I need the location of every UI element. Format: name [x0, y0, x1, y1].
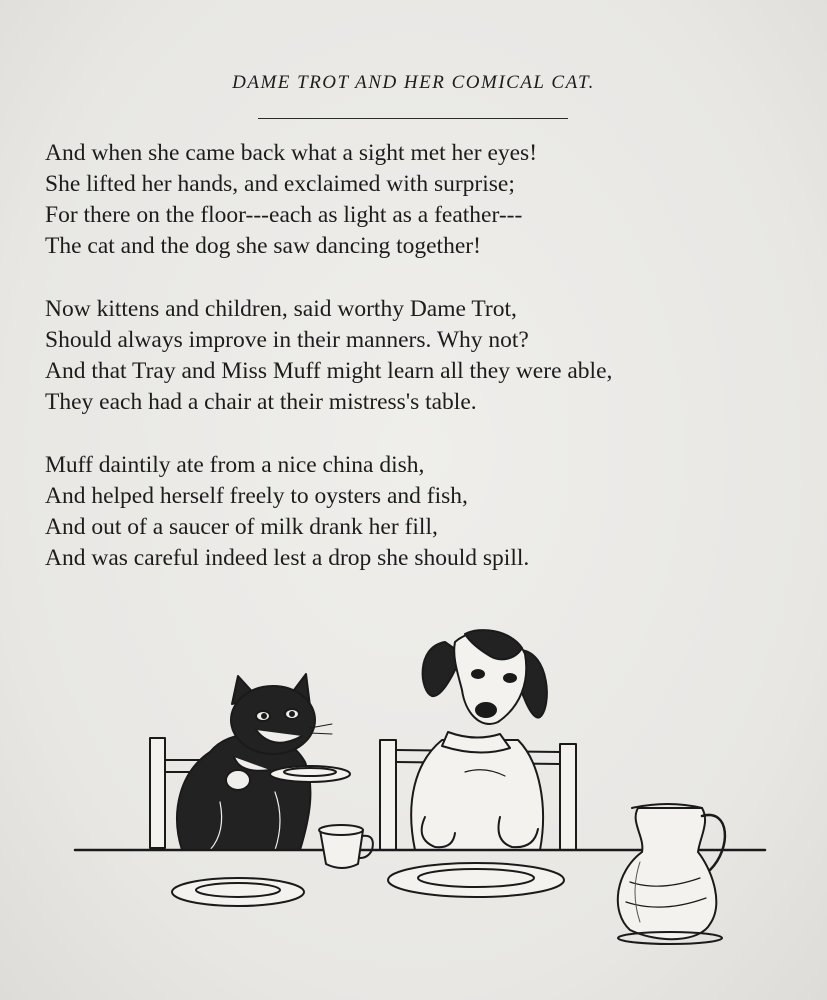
- poem-line: They each had a chair at their mistress's table.: [45, 389, 477, 415]
- teacup: [319, 825, 373, 868]
- stanza-1: [45, 138, 815, 262]
- poem-line: For there on the floor---each as light as a feather---: [45, 202, 523, 228]
- dog-figure: [411, 630, 547, 850]
- poem-line: And helped herself freely to oysters and fish,: [45, 483, 468, 509]
- poem-line: And was careful indeed lest a drop she should spill.: [45, 545, 530, 571]
- plate-left: [172, 878, 304, 906]
- poem-line: And out of a saucer of milk drank her fill,: [45, 514, 438, 540]
- poem: [45, 138, 815, 606]
- table-illustration: [70, 612, 770, 957]
- poem-line: Now kittens and children, said worthy Dame Trot,: [45, 296, 517, 322]
- poem-line: Muff daintily ate from a nice china dish,: [45, 452, 425, 478]
- plate-dog: [388, 863, 564, 897]
- page-title: DAME TROT AND HER COMICAL CAT.: [232, 72, 595, 93]
- milk-jug: [618, 804, 725, 944]
- cat-figure: [177, 674, 332, 850]
- poem-line: And that Tray and Miss Muff might learn all they were able,: [45, 358, 613, 384]
- saucer: [270, 766, 350, 782]
- poem-line: And when she came back what a sight met her eyes!: [45, 140, 538, 166]
- stanza-2: [45, 294, 815, 418]
- stanza-3: [45, 450, 815, 574]
- poem-line: Should always improve in their manners. Why not?: [45, 327, 529, 353]
- poem-line: She lifted her hands, and exclaimed with surprise;: [45, 171, 515, 197]
- poem-line: The cat and the dog she saw dancing together!: [45, 233, 481, 259]
- title-rule: [258, 118, 568, 119]
